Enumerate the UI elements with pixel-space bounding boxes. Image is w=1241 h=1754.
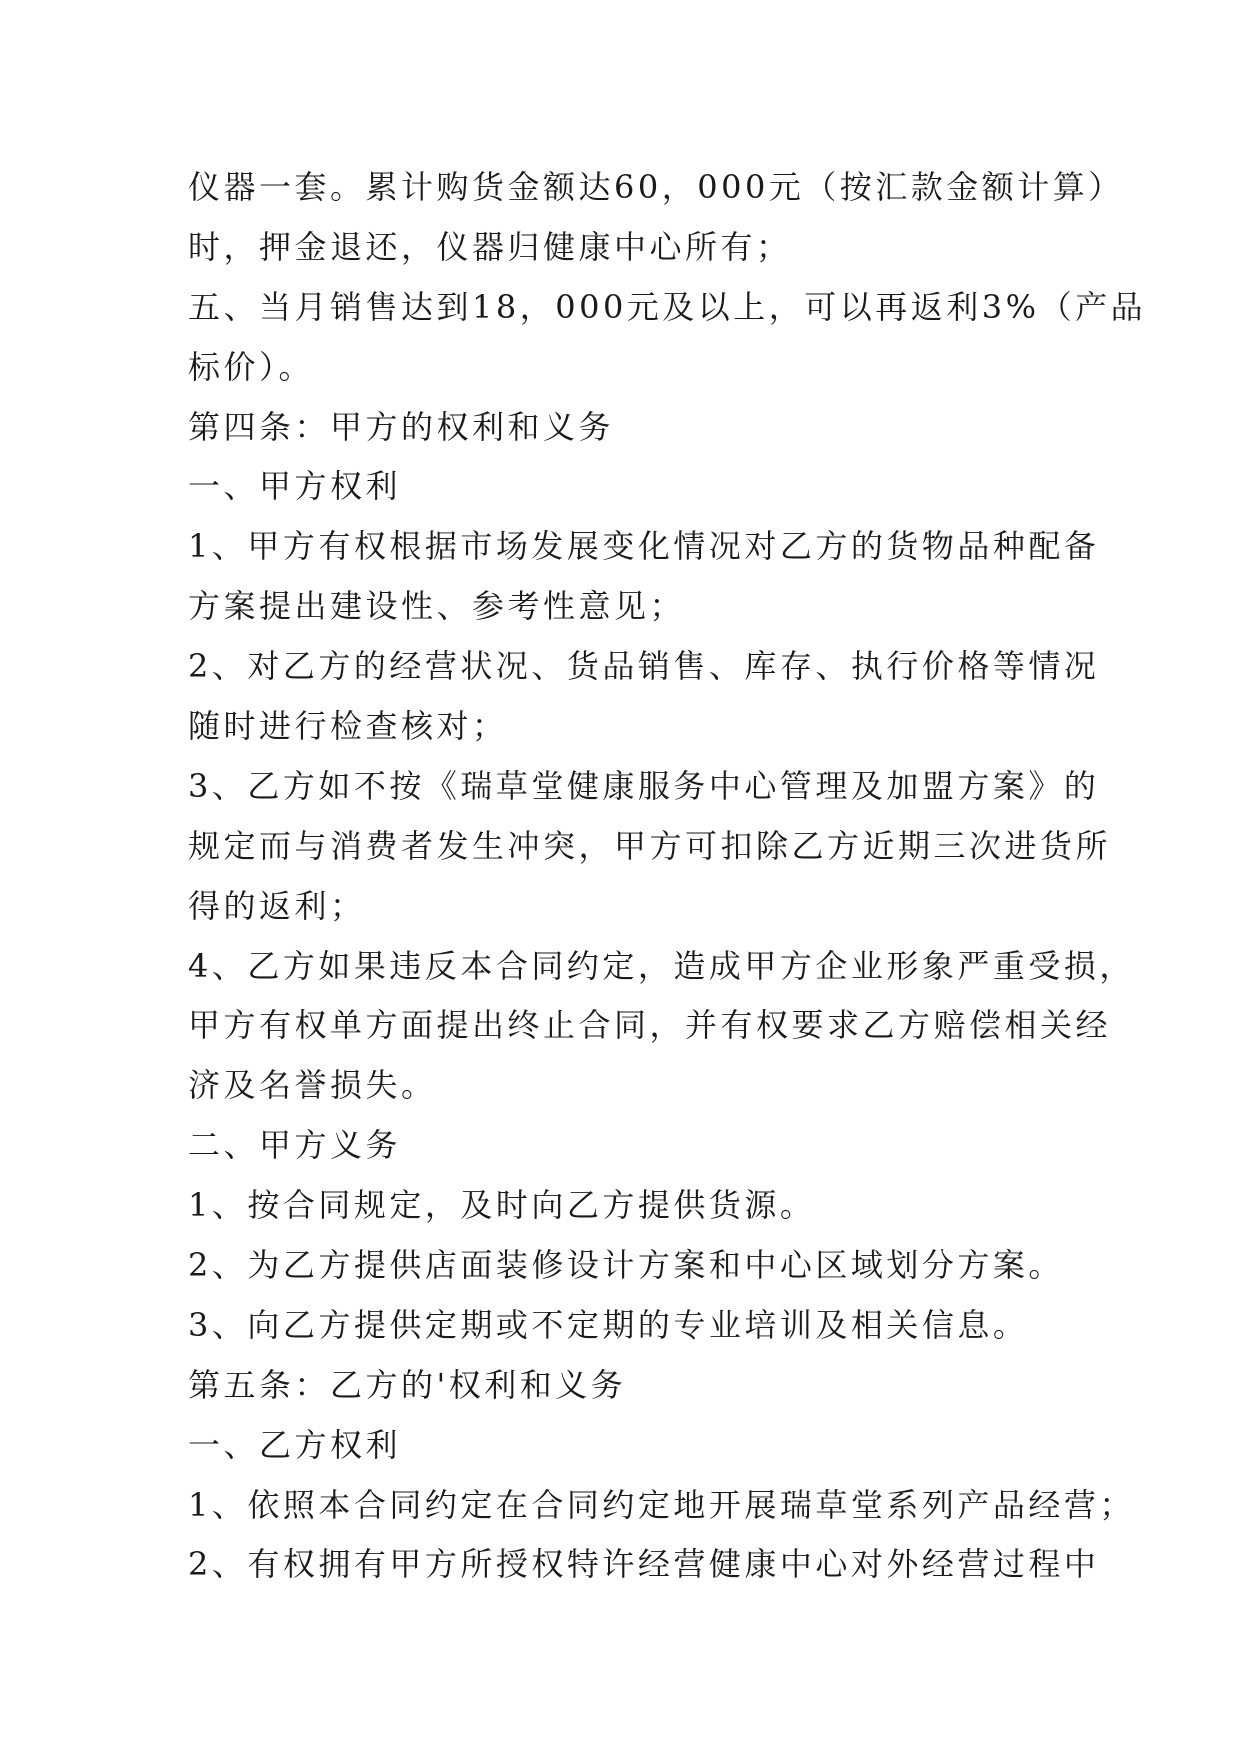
- text-line: 济及名誉损失。: [188, 1066, 437, 1105]
- text-line: 五、当月销售达到18，000元及以上，可以再返利3%（产品: [188, 287, 1147, 326]
- text-line: 2、对乙方的经营状况、货品销售、库存、执行价格等情况: [188, 647, 1100, 686]
- subsection-heading: 一、乙方权利: [188, 1425, 402, 1464]
- section-heading: 第四条：甲方的权利和义务: [188, 407, 615, 446]
- contract-text: [188, 158, 1147, 1595]
- text-line: 1、依照本合同约定在合同约定地开展瑞草堂系列产品经营；: [188, 1485, 1135, 1524]
- subsection-heading: 一、甲方权利: [188, 467, 402, 506]
- text-line: 4、乙方如果违反本合同约定，造成甲方企业形象严重受损，: [188, 946, 1135, 985]
- text-line: 2、为乙方提供店面装修设计方案和中心区域划分方案。: [188, 1246, 1064, 1285]
- text-line: 方案提出建设性、参考性意见；: [188, 587, 686, 626]
- subsection-heading: 二、甲方义务: [188, 1126, 402, 1165]
- text-line: 2、有权拥有甲方所授权特许经营健康中心对外经营过程中: [188, 1545, 1100, 1584]
- text-line: 甲方有权单方面提出终止合同，并有权要求乙方赔偿相关经: [188, 1006, 1112, 1045]
- section-heading: 第五条：乙方的'权利和义务: [188, 1365, 627, 1404]
- text-line: 规定而与消费者发生冲突，甲方可扣除乙方近期三次进货所: [188, 826, 1112, 865]
- text-line: 随时进行检查核对；: [188, 707, 508, 746]
- text-line: 得的返利；: [188, 886, 366, 925]
- text-line: 1、甲方有权根据市场发展变化情况对乙方的货物品种配备: [188, 527, 1100, 566]
- text-line: 1、按合同规定，及时向乙方提供货源。: [188, 1186, 816, 1225]
- text-line: 标价）。: [188, 347, 315, 386]
- text-line: 时，押金退还，仪器归健康中心所有；: [188, 227, 792, 266]
- text-line: 3、向乙方提供定期或不定期的专业培训及相关信息。: [188, 1305, 1029, 1344]
- text-line: 3、乙方如不按《瑞草堂健康服务中心管理及加盟方案》的: [188, 766, 1100, 805]
- text-line: 仪器一套。累计购货金额达60，000元（按汇款金额计算）: [188, 168, 1124, 206]
